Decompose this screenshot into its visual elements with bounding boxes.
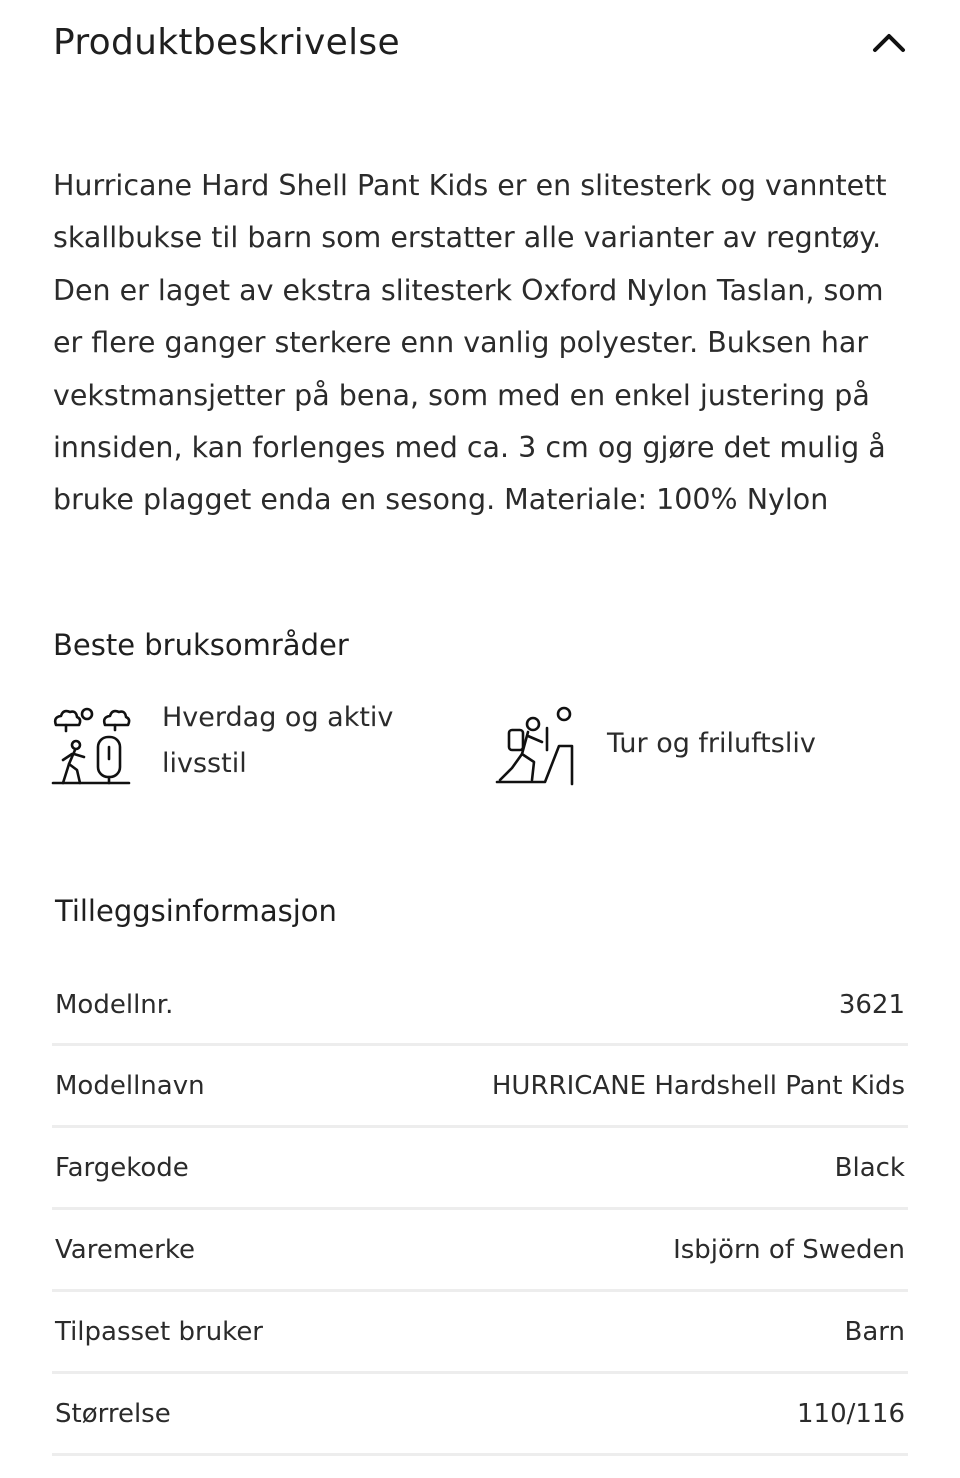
info-value: HURRICANE Hardshell Pant Kids (491, 1070, 905, 1101)
info-key: Modellnavn (55, 1070, 205, 1101)
product-description-text: Hurricane Hard Shell Pant Kids er en slitesterk og vanntett skallbukse til barn som erstatter alle varianter av regntøy. Den er laget av ekstra slitesterk Oxford Nylon Taslan, som er flere ganger sterkere enn vanlig polyester. Buksen har vekstmansjetter på bena, som med en enkel justering på innsiden, kan forlenges med ca. 3 cm og gjøre det mulig å bruke plagget enda en sesong. Materiale: 100% Nylon (53, 169, 887, 517)
info-value: 110/116 (796, 1398, 905, 1429)
usage-item-hiking (495, 700, 816, 788)
table-row (52, 1046, 908, 1128)
table-row (52, 1292, 908, 1374)
info-key: Modellnr. (55, 989, 174, 1020)
hiking-outdoor-icon (495, 700, 577, 788)
section-title: Produktbeskrivelse (53, 21, 400, 63)
chevron-up-icon[interactable] (871, 24, 907, 60)
usage-item-label: Hverdag og aktiv livsstil (162, 702, 394, 779)
table-row (52, 966, 908, 1046)
table-row (52, 1374, 908, 1456)
info-value: 3621 (838, 989, 905, 1020)
product-description-header[interactable] (53, 14, 907, 70)
info-key: Fargekode (55, 1152, 189, 1183)
table-row (52, 1210, 908, 1292)
additional-info-title: Tilleggsinformasjon (55, 894, 337, 928)
usage-item-everyday (50, 695, 422, 787)
everyday-active-lifestyle-icon (50, 697, 132, 785)
info-value: Barn (844, 1316, 905, 1347)
info-key: Varemerke (55, 1234, 195, 1265)
info-value: Isbjörn of Sweden (673, 1234, 905, 1265)
info-key: Størrelse (55, 1398, 171, 1429)
best-usage-title: Beste bruksområder (53, 628, 349, 662)
additional-info-table (52, 966, 908, 1456)
info-value: Black (834, 1152, 905, 1183)
info-key: Tilpasset bruker (55, 1316, 263, 1347)
table-row (52, 1128, 908, 1210)
usage-item-label: Tur og friluftsliv (607, 728, 816, 759)
